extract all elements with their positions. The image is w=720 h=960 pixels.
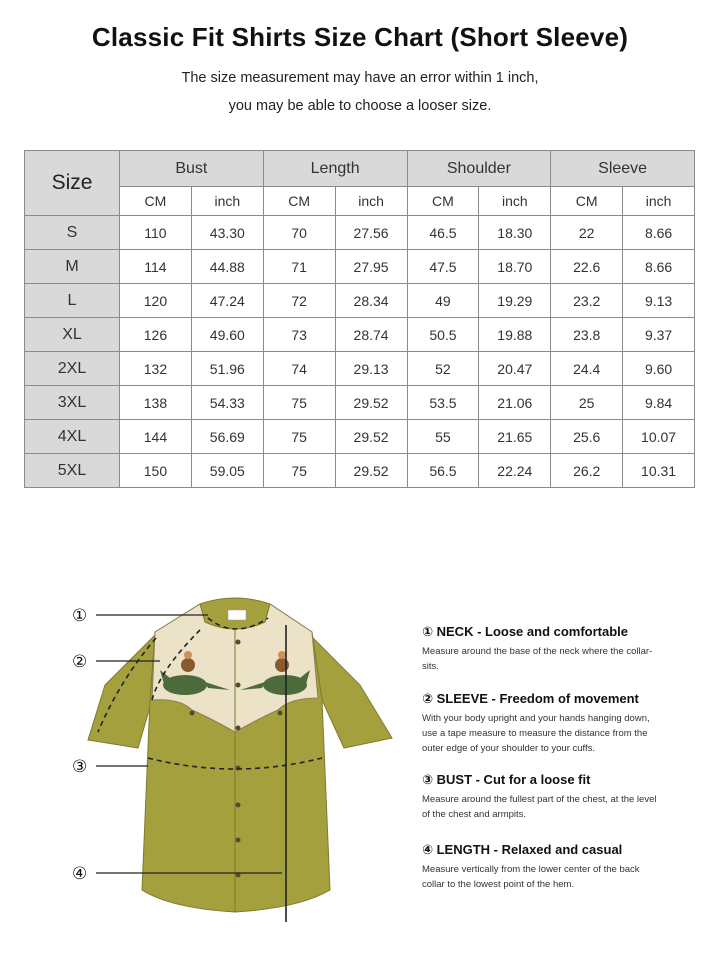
table-cell: 74 — [263, 352, 335, 386]
legend-bust-desc: Measure around the fullest part of the chest, at the level of the chest and armpits. — [422, 794, 657, 820]
marker-neck: ① — [72, 606, 88, 626]
table-row — [25, 284, 695, 318]
table-cell: 56.69 — [191, 420, 263, 454]
legend-neck — [422, 624, 662, 674]
table-cell: 10.07 — [623, 420, 695, 454]
length-header: Length — [263, 151, 407, 187]
shoulder-header: Shoulder — [407, 151, 551, 187]
table-cell: 132 — [120, 352, 192, 386]
page-title: Classic Fit Shirts Size Chart (Short Sleeve) — [91, 22, 629, 52]
table-cell: 22.6 — [551, 250, 623, 284]
table-cell: 144 — [120, 420, 192, 454]
marker-sleeve: ② — [72, 652, 88, 672]
table-cell: 26.2 — [551, 454, 623, 488]
table-cell: 8.66 — [623, 216, 695, 250]
subtitle-line-2: you may be able to choose a looser size. — [228, 98, 492, 114]
table-cell: 72 — [263, 284, 335, 318]
table-cell: 46.5 — [407, 216, 479, 250]
table-cell: 59.05 — [191, 454, 263, 488]
size-label: M — [25, 250, 120, 284]
unit-header: inch — [623, 187, 695, 216]
table-row — [25, 420, 695, 454]
size-label: XL — [25, 318, 120, 352]
table-cell: 73 — [263, 318, 335, 352]
size-label: L — [25, 284, 120, 318]
table-cell: 75 — [263, 420, 335, 454]
table-cell: 47.5 — [407, 250, 479, 284]
unit-header: CM — [120, 187, 192, 216]
table-cell: 27.56 — [335, 216, 407, 250]
table-cell: 70 — [263, 216, 335, 250]
legend-length — [422, 842, 662, 892]
table-cell: 25 — [551, 386, 623, 420]
sleeve-header: Sleeve — [551, 151, 695, 187]
table-cell: 71 — [263, 250, 335, 284]
table-cell: 56.5 — [407, 454, 479, 488]
table-cell: 9.37 — [623, 318, 695, 352]
size-label: 3XL — [25, 386, 120, 420]
marker-length: ④ — [72, 864, 88, 884]
legend-neck-title: ① NECK - Loose and comfortable — [422, 624, 629, 639]
legend-neck-desc: Measure around the base of the neck where the collar-sits. — [422, 646, 653, 672]
unit-header: inch — [191, 187, 263, 216]
legend-sleeve-desc: With your body upright and your hands hanging down, use a tape measure to measure the distance from the outer edge of your shoulder to your cuffs. — [422, 713, 650, 754]
table-row — [25, 216, 695, 250]
table-cell: 21.06 — [479, 386, 551, 420]
table-cell: 51.96 — [191, 352, 263, 386]
table-cell: 138 — [120, 386, 192, 420]
unit-header: inch — [479, 187, 551, 216]
table-row — [25, 250, 695, 284]
table-cell: 24.4 — [551, 352, 623, 386]
table-cell: 110 — [120, 216, 192, 250]
table-cell: 120 — [120, 284, 192, 318]
unit-header: inch — [335, 187, 407, 216]
table-row — [25, 318, 695, 352]
table-cell: 29.13 — [335, 352, 407, 386]
table-row — [25, 454, 695, 488]
table-cell: 53.5 — [407, 386, 479, 420]
table-cell: 75 — [263, 454, 335, 488]
table-cell: 50.5 — [407, 318, 479, 352]
table-cell: 29.52 — [335, 386, 407, 420]
legend-sleeve-title: ② SLEEVE - Freedom of movement — [422, 691, 639, 706]
table-cell: 22.24 — [479, 454, 551, 488]
table-cell: 54.33 — [191, 386, 263, 420]
table-cell: 126 — [120, 318, 192, 352]
legend-length-desc: Measure vertically from the lower center of the back collar to the lowest point of the hem. — [422, 864, 640, 890]
table-cell: 21.65 — [479, 420, 551, 454]
size-label: S — [25, 216, 120, 250]
table-cell: 9.84 — [623, 386, 695, 420]
legend-length-title: ④ LENGTH - Relaxed and casual — [422, 842, 623, 857]
table-cell: 25.6 — [551, 420, 623, 454]
table-cell: 18.30 — [479, 216, 551, 250]
unit-header: CM — [551, 187, 623, 216]
table-row — [25, 386, 695, 420]
table-cell: 28.74 — [335, 318, 407, 352]
table-cell: 55 — [407, 420, 479, 454]
table-cell: 19.88 — [479, 318, 551, 352]
size-column-header: Size — [25, 151, 120, 216]
legend-sleeve — [422, 691, 662, 756]
legend-bust — [422, 772, 662, 822]
table-cell: 43.30 — [191, 216, 263, 250]
table-row — [25, 352, 695, 386]
table-cell: 44.88 — [191, 250, 263, 284]
table-cell: 23.8 — [551, 318, 623, 352]
subtitle-line-1: The size measurement may have an error within 1 inch, — [181, 70, 539, 86]
legend-bust-title: ③ BUST - Cut for a loose fit — [422, 772, 591, 787]
unit-header: CM — [407, 187, 479, 216]
shirt-diagram — [60, 590, 410, 930]
table-cell: 9.60 — [623, 352, 695, 386]
table-cell: 10.31 — [623, 454, 695, 488]
marker-bust: ③ — [72, 757, 88, 777]
table-cell: 49.60 — [191, 318, 263, 352]
table-cell: 47.24 — [191, 284, 263, 318]
table-cell: 20.47 — [479, 352, 551, 386]
table-cell: 23.2 — [551, 284, 623, 318]
table-cell: 18.70 — [479, 250, 551, 284]
collar-label — [228, 610, 246, 620]
table-cell: 28.34 — [335, 284, 407, 318]
unit-header: CM — [263, 187, 335, 216]
size-label: 5XL — [25, 454, 120, 488]
size-label: 2XL — [25, 352, 120, 386]
table-cell: 8.66 — [623, 250, 695, 284]
size-label: 4XL — [25, 420, 120, 454]
table-cell: 75 — [263, 386, 335, 420]
table-cell: 114 — [120, 250, 192, 284]
table-cell: 49 — [407, 284, 479, 318]
table-cell: 29.52 — [335, 420, 407, 454]
table-cell: 29.52 — [335, 454, 407, 488]
size-chart-table — [24, 150, 695, 488]
bust-header: Bust — [120, 151, 264, 187]
table-cell: 22 — [551, 216, 623, 250]
table-cell: 150 — [120, 454, 192, 488]
table-cell: 19.29 — [479, 284, 551, 318]
table-cell: 9.13 — [623, 284, 695, 318]
table-cell: 52 — [407, 352, 479, 386]
table-cell: 27.95 — [335, 250, 407, 284]
